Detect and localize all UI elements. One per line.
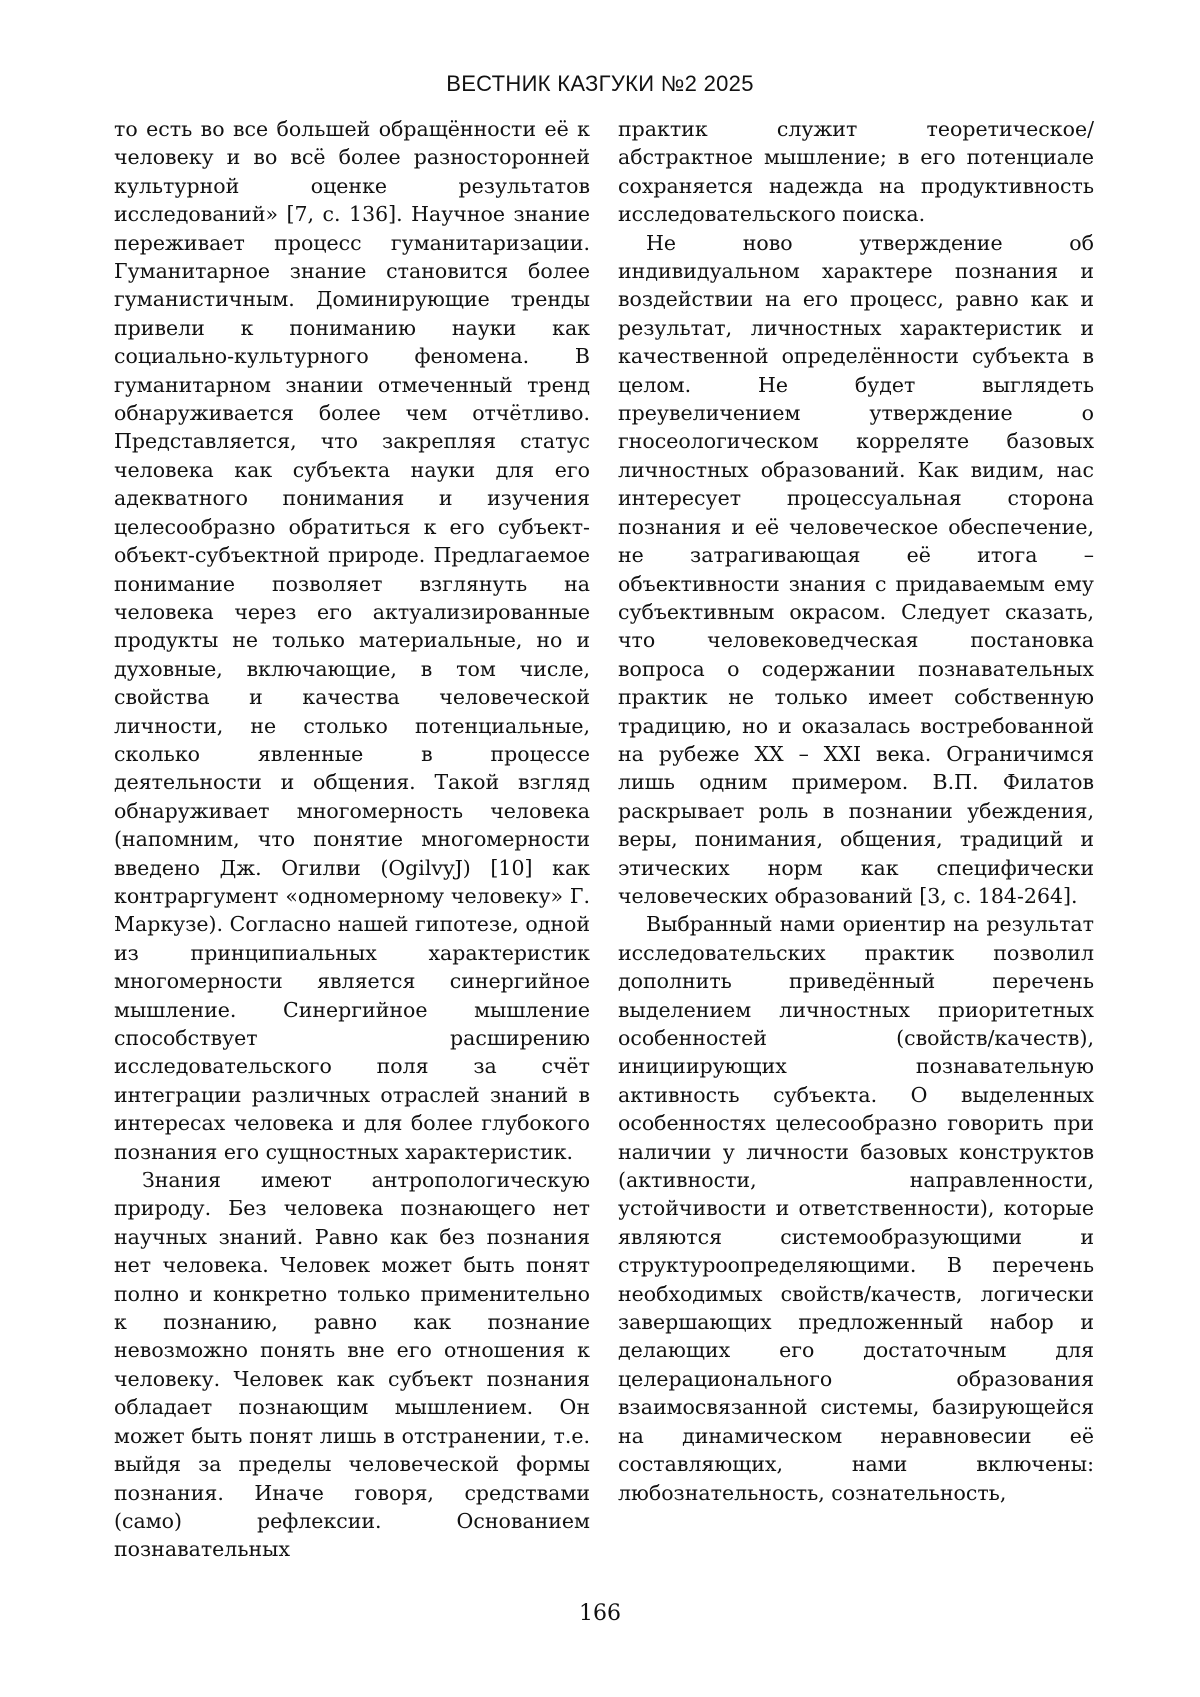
right-paragraph-2: Не ново утверждение об индивидуальном характере познания и воздействии на его процесс, равно как и результат, личностных характеристик и качественной определённости субъекта в целом. Не будет выглядеть преувеличением утверждение о гносеологическом корреляте базовых личностных образований. Как видим, нас интересует процессуальная сторона познания и её человеческое обеспечение, не затрагивающая её итога – объективности знания с придаваемым ему субъективным окрасом. Следует сказать, что человековедческая постановка вопроса о содержании познавательных практик не только имеет собственную традицию, но и оказалась востребованной на рубеже XX – XXI века. Ограничимся лишь одним примером. В.П. Филатов раскрывает роль в познании убеждения, веры, понимания, общения, традиций и этических норм как специфически человеческих образований [3, с. 184-264]. (618, 230, 1094, 908)
page-number: 166 (579, 1601, 621, 1626)
right-paragraph-1: практик служит теоретическое/абстрактное мышление; в его потенциале сохраняется надежда на продуктивность исследовательского поиска. (618, 117, 1094, 227)
right-column (618, 115, 1094, 1507)
left-column (114, 115, 590, 1564)
journal-header: ВЕСТНИК КАЗГУКИ №2 2025 (446, 71, 754, 96)
left-paragraph-2: Знания имеют антропологическую природу. Без человека познающего нет научных знаний. Равно как без познания нет человека. Человек может быть понят полно и конкретно только применительно к познанию, равно как познание невозможно понять вне его отношения к человеку. Человек как субъект познания обладает познающим мышлением. Он может быть понят лишь в отстранении, т.е. выйдя за пределы человеческой формы познания. Иначе говоря, средствами (само) рефлексии. Основанием познавательных (114, 1168, 590, 1562)
right-paragraph-3: Выбранный нами ориентир на результат исследовательских практик позволил дополнить приведённый перечень выделением личностных приоритетных особенностей (свойств/качеств), инициирующих познавательную активность субъекта. О выделенных особенностях целесообразно говорить при наличии у личности базовых конструктов (активности, направленности, устойчивости и ответственности), которые являются системообразующими и структуроопределяющими. В перечень необходимых свойств/качеств, логически завершающих предложенный набор и делающих его достаточным для целерационального образования взаимосвязанной системы, базирующейся на динамическом неравновесии её составляющих, нами включены: любознательность, сознательность, (618, 912, 1094, 1505)
left-paragraph-1: то есть во все большей обращённости её к человеку и во всё более разносторонней культурной оценке результатов исследований» [7, с. 136]. Научное знание переживает процесс гуманитаризации. Гуманитарное знание становится более гуманистичным. Доминирующие тренды привели к пониманию науки как социально-культурного феномена. В гуманитарном знании отмеченный тренд обнаруживается более чем отчётливо. Представляется, что закрепляя статус человека как субъекта науки для его адекватного понимания и изучения целесообразно обратиться к его субъект-объект-субъектной природе. Предлагаемое понимание позволяет взглянуть на человека через его актуализированные продукты не только материальные, но и духовные, включающие, в том числе, свойства и качества человеческой личности, не столько потенциальные, сколько явленные в процессе деятельности и общения. Такой взгляд обнаруживает многомерность человека (напомним, что понятие многомерности введено Дж. Огилви (OgilvyJ) [10] как контраргумент «одномерному человеку» Г. Маркузе). Согласно нашей гипотезе, одной из принципиальных характеристик многомерности является синергийное мышление. Синергийное мышление способствует расширению исследовательского поля за счёт интеграции различных отраслей знаний в интересах человека и для более глубокого познания его сущностных характеристик. (114, 117, 590, 1164)
